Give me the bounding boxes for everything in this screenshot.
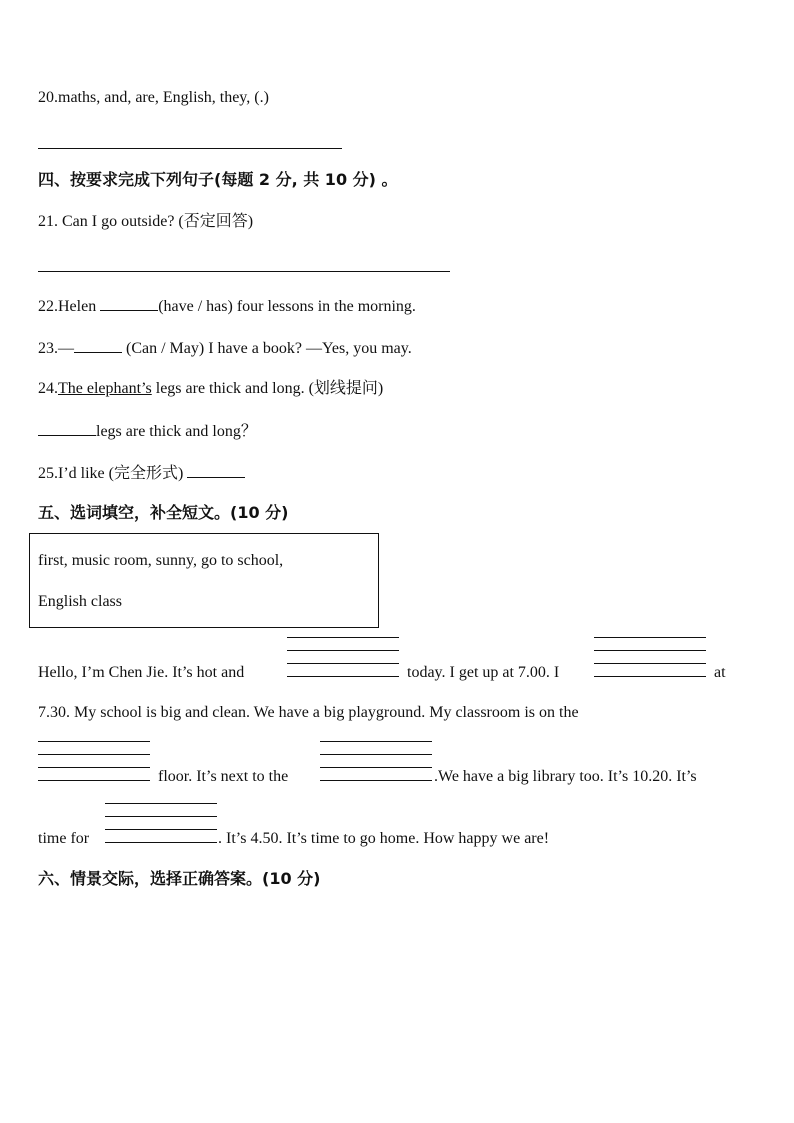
- section-6-title: 六、情景交际，选择正确答案。(10 分): [38, 869, 321, 888]
- passage-line-2: 7.30. My school is big and clean. We have a big playground. My classroom is on the: [38, 704, 579, 721]
- word-box: [29, 533, 379, 628]
- question-23: [38, 338, 412, 359]
- blank-passage-5[interactable]: [105, 803, 217, 843]
- question-24-underlined: The elephant’s: [58, 380, 152, 397]
- section-5-title: 五、选词填空，补全短文。(10 分): [38, 503, 289, 522]
- question-24-answer-suffix: legs are thick and long？: [96, 423, 257, 440]
- question-22: [38, 296, 416, 317]
- word-box-line-2: English class: [38, 593, 122, 610]
- blank-passage-1[interactable]: [287, 637, 399, 677]
- answer-line-21[interactable]: [38, 271, 450, 272]
- blank-24[interactable]: [38, 421, 96, 436]
- question-25-text: 25.I’d like (完全形式): [38, 465, 184, 482]
- answer-line-20[interactable]: [38, 148, 342, 149]
- passage-line-1b: today. I get up at 7.00. I: [407, 664, 560, 681]
- section-4-title: 四、按要求完成下列句子(每题 2 分, 共 10 分) 。: [38, 170, 398, 189]
- blank-25[interactable]: [187, 463, 245, 478]
- question-23-suffix: (Can / May) I have a book? —Yes, you may.: [126, 340, 412, 357]
- question-21: 21. Can I go outside? (否定回答): [38, 213, 254, 230]
- blank-passage-4[interactable]: [320, 741, 432, 781]
- question-22-suffix: (have / has) four lessons in the morning.: [158, 298, 416, 315]
- passage-line-3b: .We have a big library too. It’s 10.20. It’s: [434, 768, 697, 785]
- question-25: [38, 463, 245, 484]
- question-20: [38, 88, 269, 108]
- question-22-prefix: 22.Helen: [38, 298, 97, 315]
- question-24-suffix: legs are thick and long. (划线提问): [151, 380, 384, 397]
- passage-line-4b: . It’s 4.50. It’s time to go home. How happy we are!: [218, 830, 550, 847]
- word-box-line-1: first, music room, sunny, go to school,: [38, 552, 284, 569]
- passage-line-1a: Hello, I’m Chen Jie. It’s hot and: [38, 664, 245, 681]
- question-20-text: 20.maths, and, are, English, they, (.): [38, 89, 269, 106]
- blank-passage-2[interactable]: [594, 637, 706, 677]
- question-24: [38, 379, 383, 399]
- blank-passage-3[interactable]: [38, 741, 150, 781]
- question-23-prefix: 23.—: [38, 340, 74, 357]
- question-24-prefix: 24.: [38, 380, 58, 397]
- passage-line-1c: at: [714, 664, 726, 681]
- blank-22[interactable]: [100, 296, 158, 311]
- question-24-answer: [38, 421, 257, 442]
- blank-23[interactable]: [74, 338, 122, 353]
- passage-line-3a: floor. It’s next to the: [158, 768, 289, 785]
- passage-line-4a: time for: [38, 830, 90, 847]
